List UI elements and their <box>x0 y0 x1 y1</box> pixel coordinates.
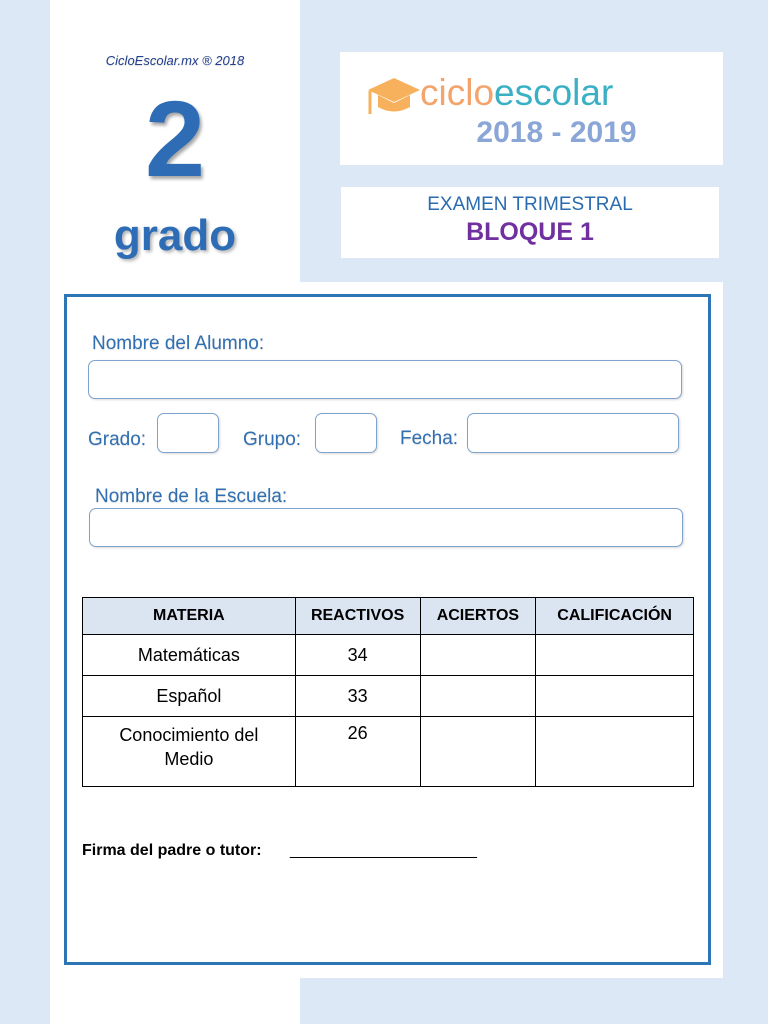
cell-calificacion[interactable] <box>536 676 694 717</box>
grade-word: grado <box>113 211 237 260</box>
cell-materia: Matemáticas <box>83 635 296 676</box>
table-row <box>83 635 694 676</box>
student-name-label: Nombre del Alumno: <box>92 333 265 354</box>
cell-reactivos: 33 <box>295 676 420 717</box>
cell-calificacion[interactable] <box>536 635 694 676</box>
logo-brand-part1: ciclo <box>420 72 495 113</box>
cell-aciertos[interactable] <box>420 717 536 787</box>
student-name-field[interactable] <box>88 360 682 399</box>
date-label: Fecha: <box>400 428 459 449</box>
school-label: Nombre de la Escuela: <box>95 486 288 507</box>
header-aciertos: ACIERTOS <box>420 598 536 635</box>
grade-field[interactable] <box>157 413 219 453</box>
date-field[interactable] <box>467 413 679 453</box>
signature-line[interactable]: _____________________ <box>290 842 477 859</box>
exam-box <box>341 187 719 258</box>
cell-reactivos: 34 <box>295 635 420 676</box>
group-label: Grupo: <box>243 429 302 450</box>
cell-materia-text: Conocimiento del Medio <box>119 725 259 769</box>
header-calificacion: CALIFICACIÓN <box>536 598 694 635</box>
cell-reactivos: 26 <box>295 717 420 787</box>
cell-materia: Español <box>83 676 296 717</box>
table-row <box>83 717 694 787</box>
signature-label: Firma del padre o tutor: <box>82 842 262 859</box>
group-field[interactable] <box>315 413 377 453</box>
table-row <box>83 676 694 717</box>
left-footer-panel <box>50 978 300 1024</box>
cell-materia <box>83 717 296 787</box>
exam-title: EXAMEN TRIMESTRAL <box>427 194 633 215</box>
graduation-cap-icon <box>366 74 422 122</box>
logo-years: 2018 - 2019 <box>476 116 637 149</box>
logo-box <box>340 52 723 165</box>
grade-label: Grado: <box>88 429 147 450</box>
grades-table <box>82 597 694 787</box>
cell-aciertos[interactable] <box>420 635 536 676</box>
header-materia: MATERIA <box>83 598 296 635</box>
table-header-row <box>83 598 694 635</box>
exam-block: BLOQUE 1 <box>466 218 594 246</box>
grade-number: 2 <box>144 78 206 199</box>
header-reactivos: REACTIVOS <box>295 598 420 635</box>
copyright-text: CicloEscolar.mx ® 2018 <box>105 53 245 68</box>
cell-aciertos[interactable] <box>420 676 536 717</box>
logo-brand <box>420 74 613 111</box>
school-field[interactable] <box>89 508 683 547</box>
logo-brand-part2: escolar <box>494 72 614 113</box>
cell-calificacion[interactable] <box>536 717 694 787</box>
